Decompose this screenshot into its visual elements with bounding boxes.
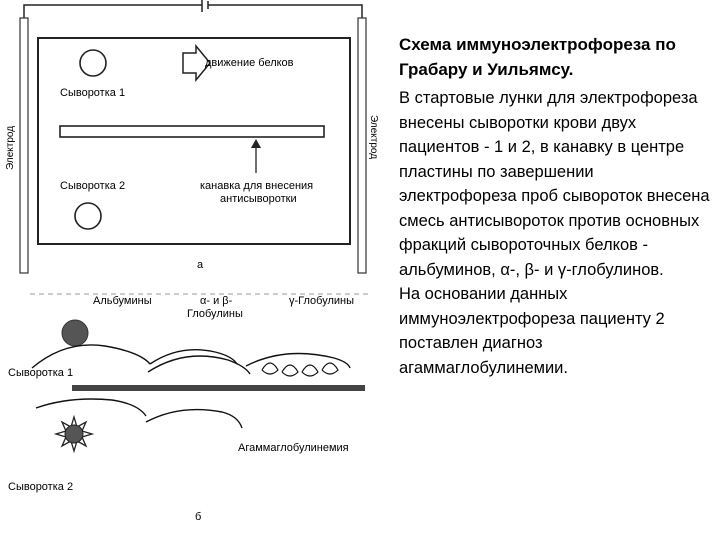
serum-1-label-b: Сыворотка 1 bbox=[8, 367, 74, 379]
serum-1-spot bbox=[62, 320, 88, 346]
serum-1-label: Сыворотка 1 bbox=[60, 87, 126, 99]
gamma-globulin-loops bbox=[262, 363, 338, 376]
groove-label-line1: канавка для внесения bbox=[200, 180, 314, 192]
agammaglobulinemia-label: Агаммаглобулинемия bbox=[238, 442, 349, 454]
antiserum-groove-b bbox=[72, 385, 365, 391]
serum-2-alpha-beta-arc bbox=[146, 410, 242, 428]
gamma-globulins-label: γ-Глобулины bbox=[289, 295, 355, 307]
albumins-label: Альбумины bbox=[93, 295, 152, 307]
start-well-2 bbox=[75, 203, 101, 229]
serum-2-label-b: Сыворотка 2 bbox=[8, 481, 74, 493]
beta-globulin-arc bbox=[148, 356, 250, 374]
alpha-beta-label-line2: Глобулины bbox=[187, 308, 243, 320]
serum-2-spot bbox=[56, 417, 92, 451]
left-electrode bbox=[20, 18, 28, 273]
groove-label-line2: антисыворотки bbox=[220, 193, 297, 205]
electrode-label-right: Электрод bbox=[368, 115, 379, 160]
slide-title: Схема иммуноэлектрофореза по Грабару и Уильямсу. bbox=[399, 35, 676, 79]
serum-2-label: Сыворотка 2 bbox=[60, 180, 126, 192]
description-paragraph-2: На основании данных иммуноэлектрофореза пациенту 2 поставлен диагноз агаммаглобулинемии. bbox=[399, 285, 665, 377]
start-well-1 bbox=[80, 50, 106, 76]
description-paragraph-1: В стартовые лунки для электрофореза внесены сыворотки крови двух пациентов - 1 и 2, в канавку в центре пластины по завершении электрофореза проб сывороток внесена смесь антисывороток против основных фракций сывороточных белков - альбуминов, α-, β- и γ-глобулинов. bbox=[399, 89, 710, 279]
panel-b-label: б bbox=[195, 511, 202, 523]
albumin-precipitation-arc bbox=[32, 345, 150, 368]
right-electrode bbox=[358, 18, 366, 273]
alpha-beta-label-line1: α- и β- bbox=[200, 295, 233, 307]
diagram-b bbox=[8, 294, 370, 523]
serum-2-albumin-arc bbox=[36, 399, 146, 416]
power-wire bbox=[24, 5, 362, 18]
panel-a-label: а bbox=[197, 259, 204, 271]
antiserum-groove bbox=[60, 126, 324, 137]
diagram-a bbox=[5, 0, 379, 273]
electrode-label-left: Электрод bbox=[5, 125, 16, 170]
description-panel bbox=[399, 32, 711, 380]
protein-movement-label: движение белков bbox=[205, 57, 294, 69]
